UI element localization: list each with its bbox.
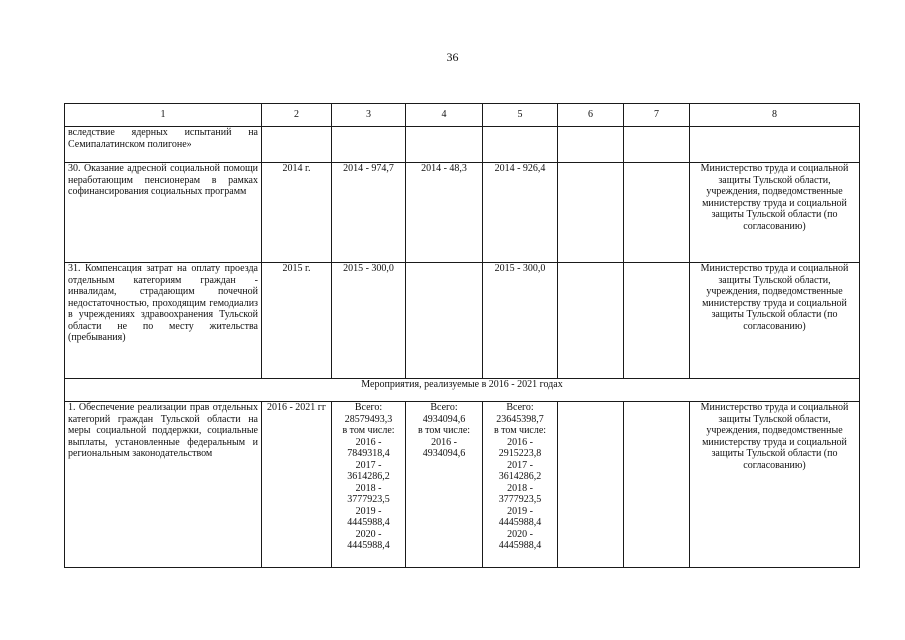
regional-cell (483, 127, 558, 163)
col6-cell (558, 163, 624, 263)
program-table (64, 103, 860, 568)
table-row (65, 263, 860, 379)
col6-cell (558, 402, 624, 568)
activity-description: 30. Оказание адресной социальной помощи неработающим пенсионерам в рамках софинансирования социальных программ (65, 163, 262, 263)
total-cell: Всего: 28579493,3 в том числе: 2016 - 7849318,4 2017 - 3614286,2 2018 - 3777923,5 2019 - 4445988,4 2020 - 4445988,4 (332, 402, 406, 568)
column-header-3: 3 (332, 104, 406, 127)
section-title: Мероприятия, реализуемые в 2016 - 2021 годах (65, 379, 860, 402)
federal-cell (406, 263, 483, 379)
page-number: 36 (446, 50, 459, 64)
column-header-4: 4 (406, 104, 483, 127)
period-cell: 2015 г. (262, 263, 332, 379)
federal-cell: 2014 - 48,3 (406, 163, 483, 263)
activity-description: 31. Компенсация затрат на оплату проезда отдельным категориям граждан - инвалидам, страдающим почечной недостаточностью, проходящим гемодиализ в учреждениях здравоохранения Тульской области не по месту жительства (пребывания) (65, 263, 262, 379)
total-cell: 2014 - 974,7 (332, 163, 406, 263)
responsible-org: Министерство труда и социальной защиты Тульской области, учреждения, подведомственные министерству труда и социальной защиты Тульской области (по согласованию) (690, 263, 860, 379)
regional-cell: 2014 - 926,4 (483, 163, 558, 263)
table-row (65, 402, 860, 568)
responsible-org (690, 127, 860, 163)
table-row (65, 163, 860, 263)
col7-cell (624, 402, 690, 568)
column-header-6: 6 (558, 104, 624, 127)
period-cell: 2016 - 2021 гг (262, 402, 332, 568)
col6-cell (558, 127, 624, 163)
federal-cell (406, 127, 483, 163)
table-row (65, 127, 860, 163)
period-cell (262, 127, 332, 163)
header-row (65, 104, 860, 127)
col7-cell (624, 163, 690, 263)
column-header-7: 7 (624, 104, 690, 127)
activity-description: 1. Обеспечение реализации прав отдельных категорий граждан Тульской области на меры социальной поддержки, социальные выплаты, установленные федеральным и региональным законодательством (65, 402, 262, 568)
total-cell: 2015 - 300,0 (332, 263, 406, 379)
activity-description: вследствие ядерных испытаний на Семипалатинском полигоне» (65, 127, 262, 163)
total-cell (332, 127, 406, 163)
regional-cell: Всего: 23645398,7 в том числе: 2016 - 2915223,8 2017 - 3614286,2 2018 - 3777923,5 2019 - 4445988,4 2020 - 4445988,4 (483, 402, 558, 568)
period-cell: 2014 г. (262, 163, 332, 263)
col7-cell (624, 263, 690, 379)
regional-cell: 2015 - 300,0 (483, 263, 558, 379)
responsible-org: Министерство труда и социальной защиты Тульской области, учреждения, подведомственные министерству труда и социальной защиты Тульской области (по согласованию) (690, 402, 860, 568)
col6-cell (558, 263, 624, 379)
col7-cell (624, 127, 690, 163)
responsible-org: Министерство труда и социальной защиты Тульской области, учреждения, подведомственные министерству труда и социальной защиты Тульской области (по согласованию) (690, 163, 860, 263)
section-row (65, 379, 860, 402)
column-header-2: 2 (262, 104, 332, 127)
column-header-8: 8 (690, 104, 860, 127)
column-header-1: 1 (65, 104, 262, 127)
column-header-5: 5 (483, 104, 558, 127)
federal-cell: Всего: 4934094,6 в том числе: 2016 - 4934094,6 (406, 402, 483, 568)
